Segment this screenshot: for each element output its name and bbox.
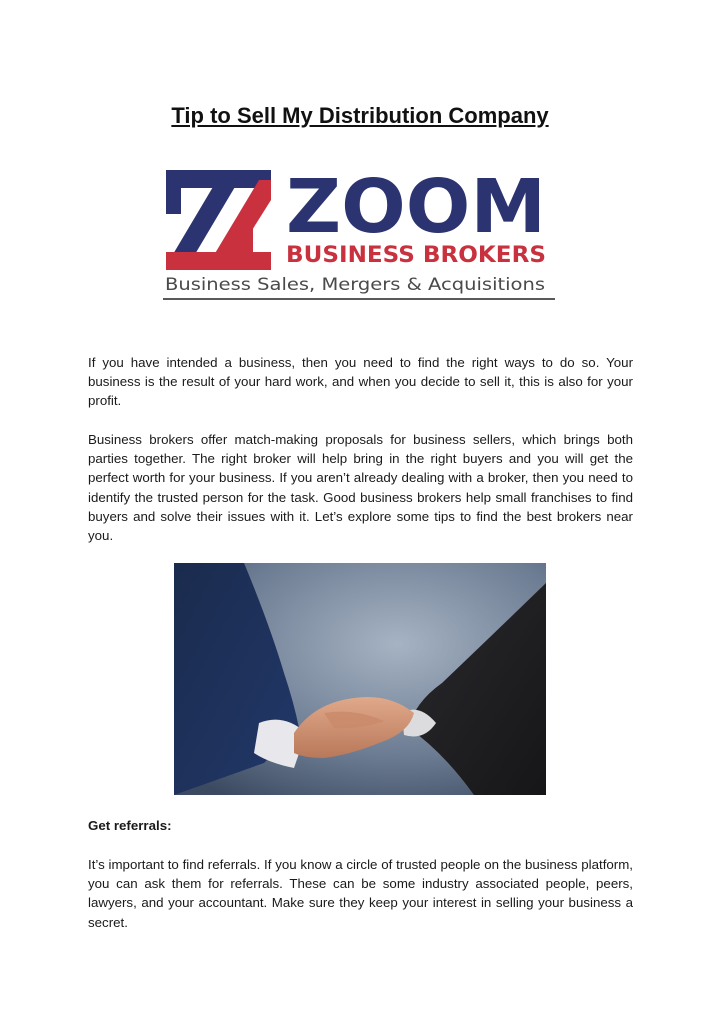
- brokers-paragraph: Business brokers offer match-making proposals for business sellers, which brings both parties together. The right broker will help bring in the right buyers and you will get the perfect worth for your business. If you aren’t already dealing with a broker, then you need to identify the trusted person for the task. Good business brokers help small franchises to find buyers and solve their issues with it. Let’s explore some tips to find the best brokers near you.: [88, 432, 633, 544]
- zoom-business-brokers-logo: [163, 166, 555, 302]
- logo-tagline-text: Business Sales, Mergers & Acquisitions: [165, 275, 546, 295]
- logo-brand-text: ZOOM: [286, 166, 546, 250]
- zoom-emblem-icon: [166, 170, 271, 270]
- logo-subtitle-text: BUSINESS BROKERS: [286, 243, 546, 268]
- referrals-paragraph: It’s important to find referrals. If you know a circle of trusted people on the business platform, you can ask them for referrals. These can be some industry associated people, peers, lawyers, and your accountant. Make sure they keep your interest in selling your business a secret.: [88, 857, 633, 930]
- intro-paragraph: If you have intended a business, then you need to find the right ways to do so. Your business is the result of your hard work, and when you decide to sell it, this is also for your profit.: [88, 355, 633, 409]
- handshake-photo: [174, 563, 546, 795]
- section-heading: Get referrals:: [88, 818, 172, 833]
- page-title: Tip to Sell My Distribution Company: [171, 102, 549, 128]
